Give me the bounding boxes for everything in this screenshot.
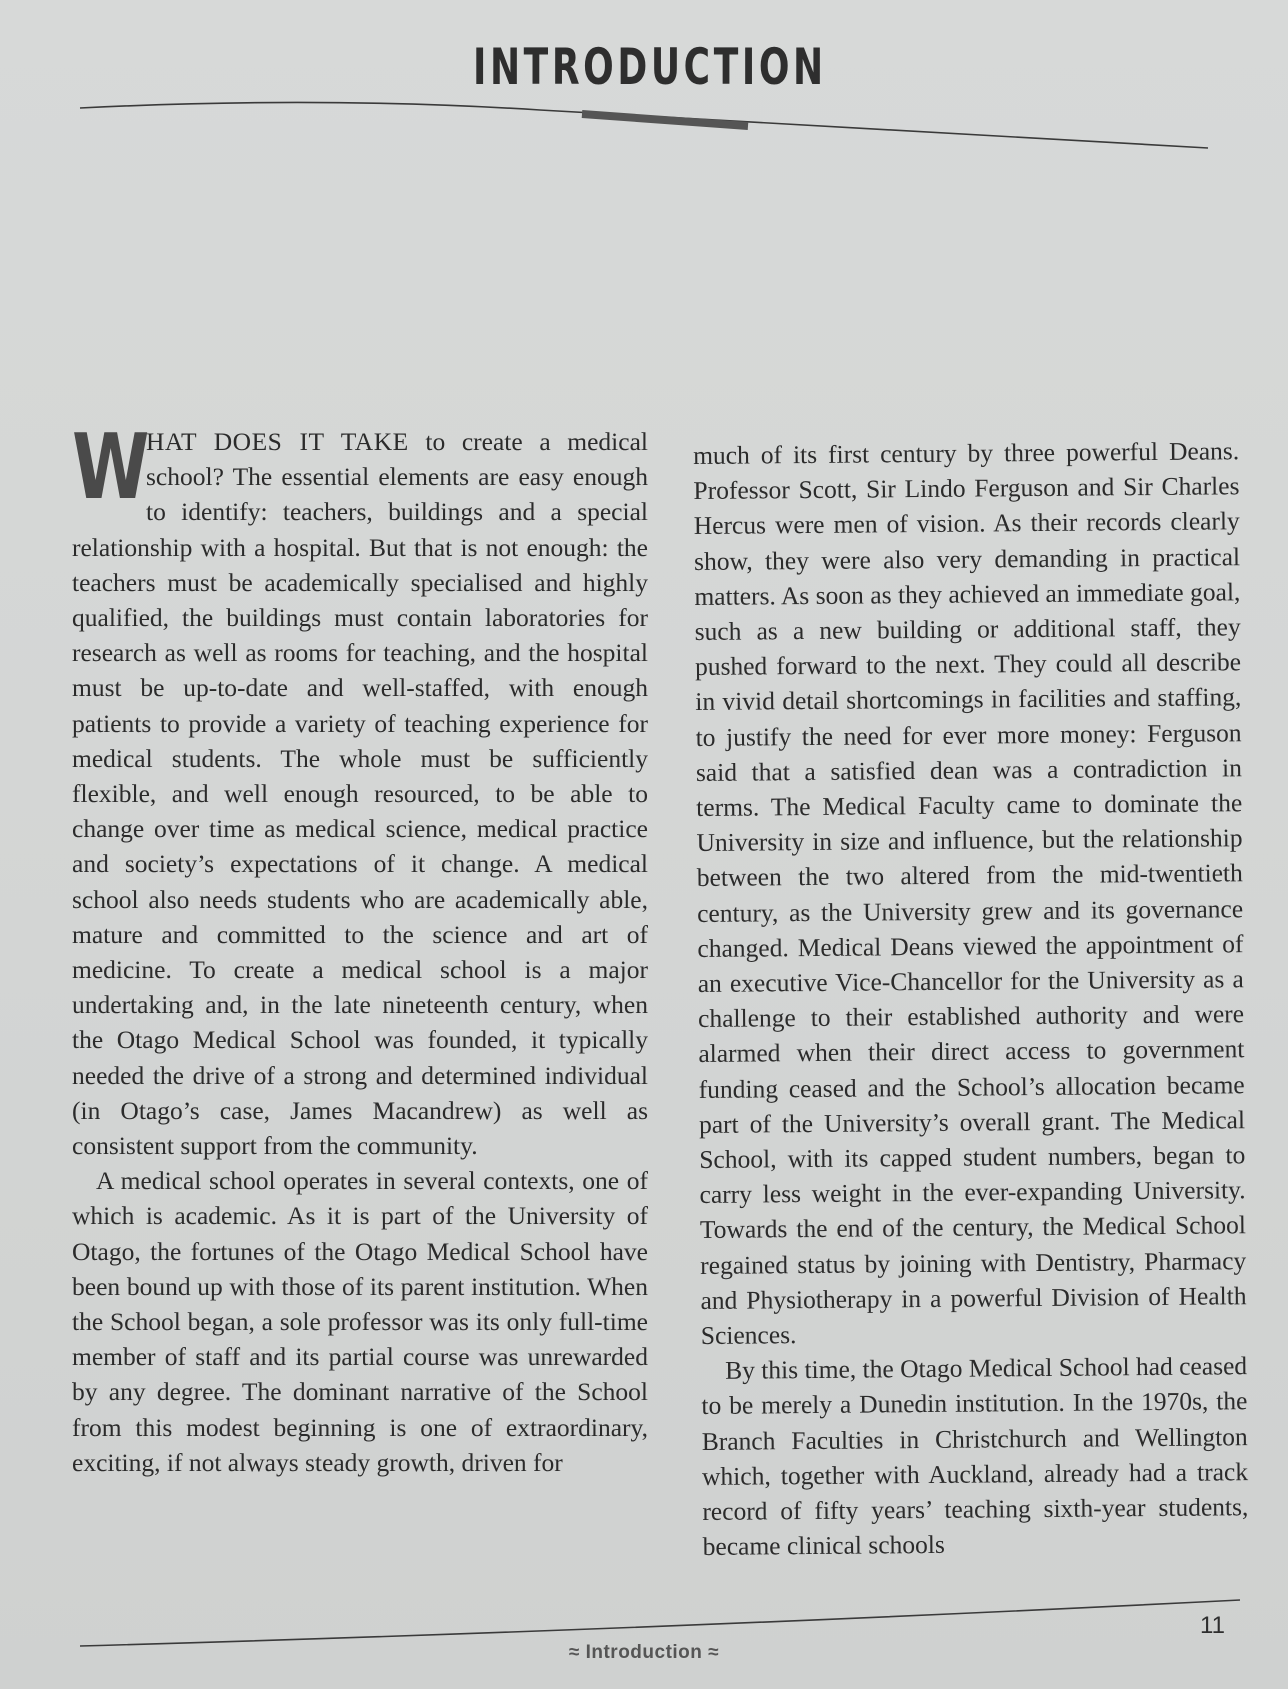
page-number: 11 — [1200, 1612, 1225, 1639]
running-footer: ≈ Introduction ≈ — [568, 1642, 720, 1663]
paragraph-opening — [72, 415, 648, 1163]
paragraph-academic-context: A medical school operates in several contexts, one of which is academic. As it is part of the University of Otago, the fortunes of the Otago Medical School have been bound up with those of its parent institution. When the School began, a sole professor was its only full-time member of staff and its partial course was unrewarded by any degree. The dominant narrative of the School from this modest beginning is one of extraordinary, exciting, if not always steady growth, driven for — [72, 1166, 648, 1477]
drop-cap: W — [72, 415, 150, 520]
footer-rule — [80, 1600, 1240, 1646]
paragraph-deans: much of its first century by three powerful Deans. Professor Scott, Sir Lindo Ferguson and Sir Charles Hercus were men of vision. As their records clearly show, they were also very demanding in practical matters. As soon as they achieved an immediate goal, such as a new building or additional staff, they pushed forward to the next. They could all describe in vivid detail shortcomings in facilities and staffing, to justify the need for ever more money: Ferguson said that a satisfied dean was a contradiction in terms. The Medical Faculty came to dominate the University in size and influence, but the relationship between the two altered from the mid-twentieth century, as the University grew and its governance changed. Medical Deans viewed the appointment of an executive Vice-Chancellor for the University as a challenge to their established authority and were alarmed when their direct access to government funding ceased and the School’s allocation became part of the University’s overall grant. The Medical School, with its capped student numbers, began to carry less weight in the ever-expanding University. Towards the end of the century, the Medical School regained status by joining with Dentistry, Pharmacy and Physiotherapy in a powerful Division of Health Sciences. — [693, 436, 1247, 1351]
paragraph-branch-faculties: By this time, the Otago Medical School had ceased to be merely a Dunedin institution. In the 1970s, the Branch Faculties in Christchurch and Wellington which, together with Auckland, already had a track record of fifty years’ teaching sixth-year students, became clinical schools — [701, 1351, 1249, 1562]
header-rule — [80, 102, 1208, 148]
lead-in-smallcaps: HAT DOES IT TAKE — [146, 427, 409, 456]
paragraph-opening-text: to create a medical school? The essential elements are easy enough to identify: teachers, buildings and a special relationship with a hospital. But that is not enough: the teachers must be academically specialised and highly qualified, the buildings must contain laboratories for research as well as rooms for teaching, and the hospital must be up-to-date and well-staffed, with enough patients to provide a variety of teaching experience for medical students. The whole must be sufficiently flexible, and well enough resourced, to be able to change over time as medical science, medical practice and society’s expectations of it change. A medical school also needs students who are academically able, mature and committed to the science and art of medicine. To create a medical school is a major undertaking and, in the late nineteenth century, when the Otago Medical School was founded, it typically needed the drive of a strong and determined individual (in Otago’s case, James Macandrew) as well as consistent support from the community. — [72, 427, 648, 1161]
text-column-left — [72, 415, 648, 1480]
text-column-right — [693, 433, 1249, 1564]
chapter-heading: INTRODUCTION — [472, 38, 827, 96]
